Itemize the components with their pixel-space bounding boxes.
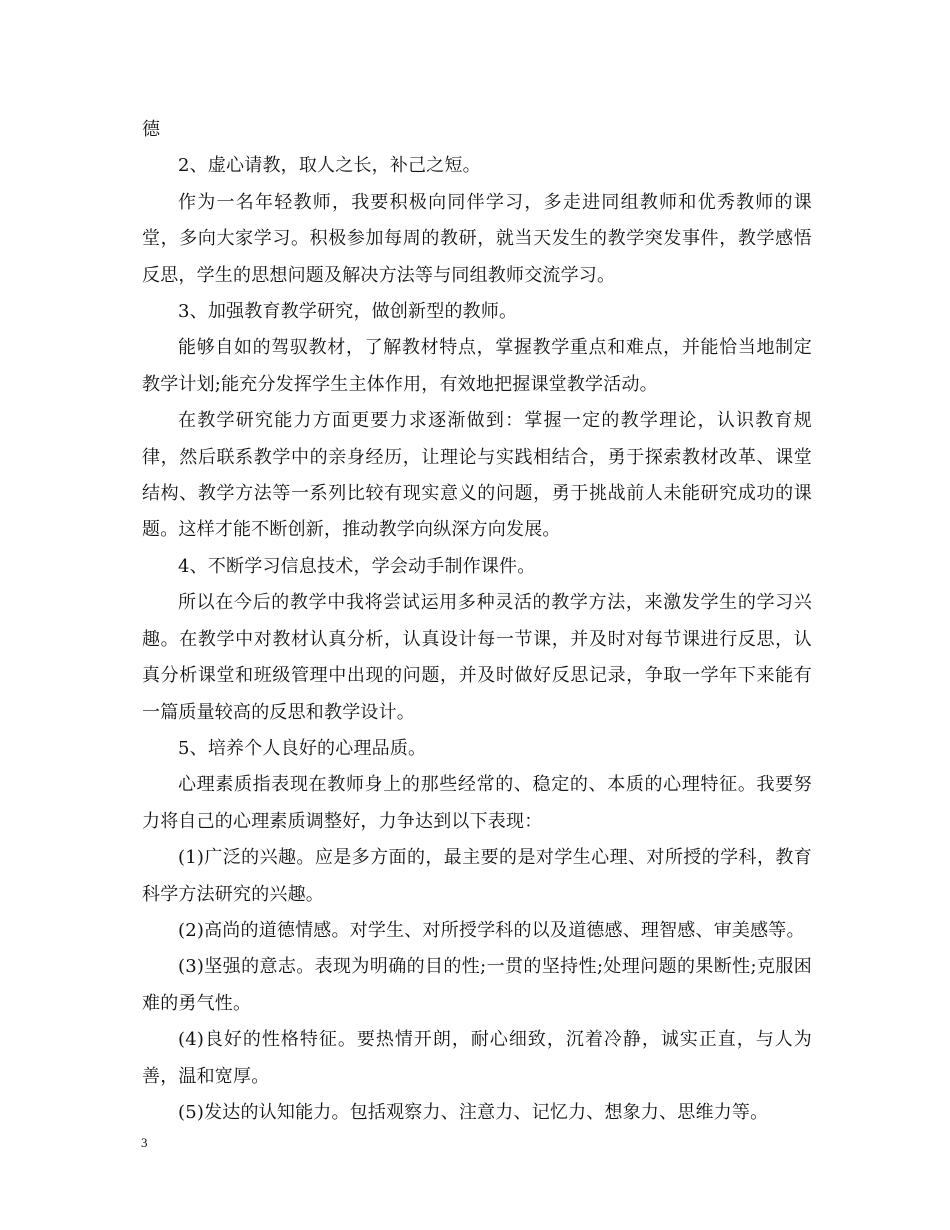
- paragraph: 能够自如的驾驭教材，了解教材特点，掌握教学重点和难点，并能恰当地制定教学计划;能充分发挥学生主体作用，有效地把握课堂教学活动。: [142, 337, 812, 395]
- paragraph: 作为一名年轻教师，我要积极向同伴学习，多走进同组教师和优秀教师的课堂，多向大家学习。积极参加每周的教研，就当天发生的教学突发事件，教学感悟反思，学生的思想问题及解决方法等与同组教师交流学习。: [142, 191, 812, 286]
- paragraph: 心理素质指表现在教师身上的那些经常的、稳定的、本质的心理特征。我要努力将自己的心理素质调整好，力争达到以下表现：: [142, 774, 812, 832]
- list-item: (1)广泛的兴趣。应是多方面的，最主要的是对学生心理、对所授的学科，教育科学方法研究的兴趣。: [142, 847, 812, 905]
- page-number: 3: [141, 1135, 148, 1150]
- list-item: (4)良好的性格特征。要热情开朗，耐心细致，沉着冷静，诚实正直，与人为善，温和宽厚。: [142, 1029, 812, 1087]
- section-heading-3: 3、加强教育教学研究，做创新型的教师。: [178, 301, 518, 323]
- section-heading-4: 4、不断学习信息技术，学会动手制作课件。: [178, 555, 536, 577]
- section-heading-2: 2、虚心请教，取人之长，补己之短。: [178, 155, 481, 177]
- list-item: (2)高尚的道德情感。对学生、对所授学科的以及道德感、理智感、审美感等。: [178, 919, 805, 941]
- section-heading-5: 5、培养个人良好的心理品质。: [178, 737, 427, 759]
- paragraph: 所以在今后的教学中我将尝试运用多种灵活的教学方法，来激发学生的学习兴趣。在教学中对教材认真分析，认真设计每一节课，并及时对每节课进行反思，认真分析课堂和班级管理中出现的问题，并及时做好反思记录，争取一学年下来能有一篇质量较高的反思和教学设计。: [142, 592, 812, 723]
- document-body: [142, 112, 812, 1131]
- list-item: (3)坚强的意志。表现为明确的目的性;一贯的坚持性;处理问题的果断性;克服困难的勇气性。: [142, 956, 812, 1014]
- list-item: (5)发达的认知能力。包括观察力、注意力、记忆力、想象力、思维力等。: [178, 1101, 769, 1123]
- paragraph-continuation: 德: [142, 119, 161, 140]
- paragraph: 在教学研究能力方面更要力求逐渐做到：掌握一定的教学理论，认识教育规律，然后联系教学中的亲身经历，让理论与实践相结合，勇于探索教材改革、课堂结构、教学方法等一系列比较有现实意义的问题，勇于挑战前人未能研究成功的课题。这样才能不断创新，推动教学向纵深方向发展。: [142, 410, 812, 541]
